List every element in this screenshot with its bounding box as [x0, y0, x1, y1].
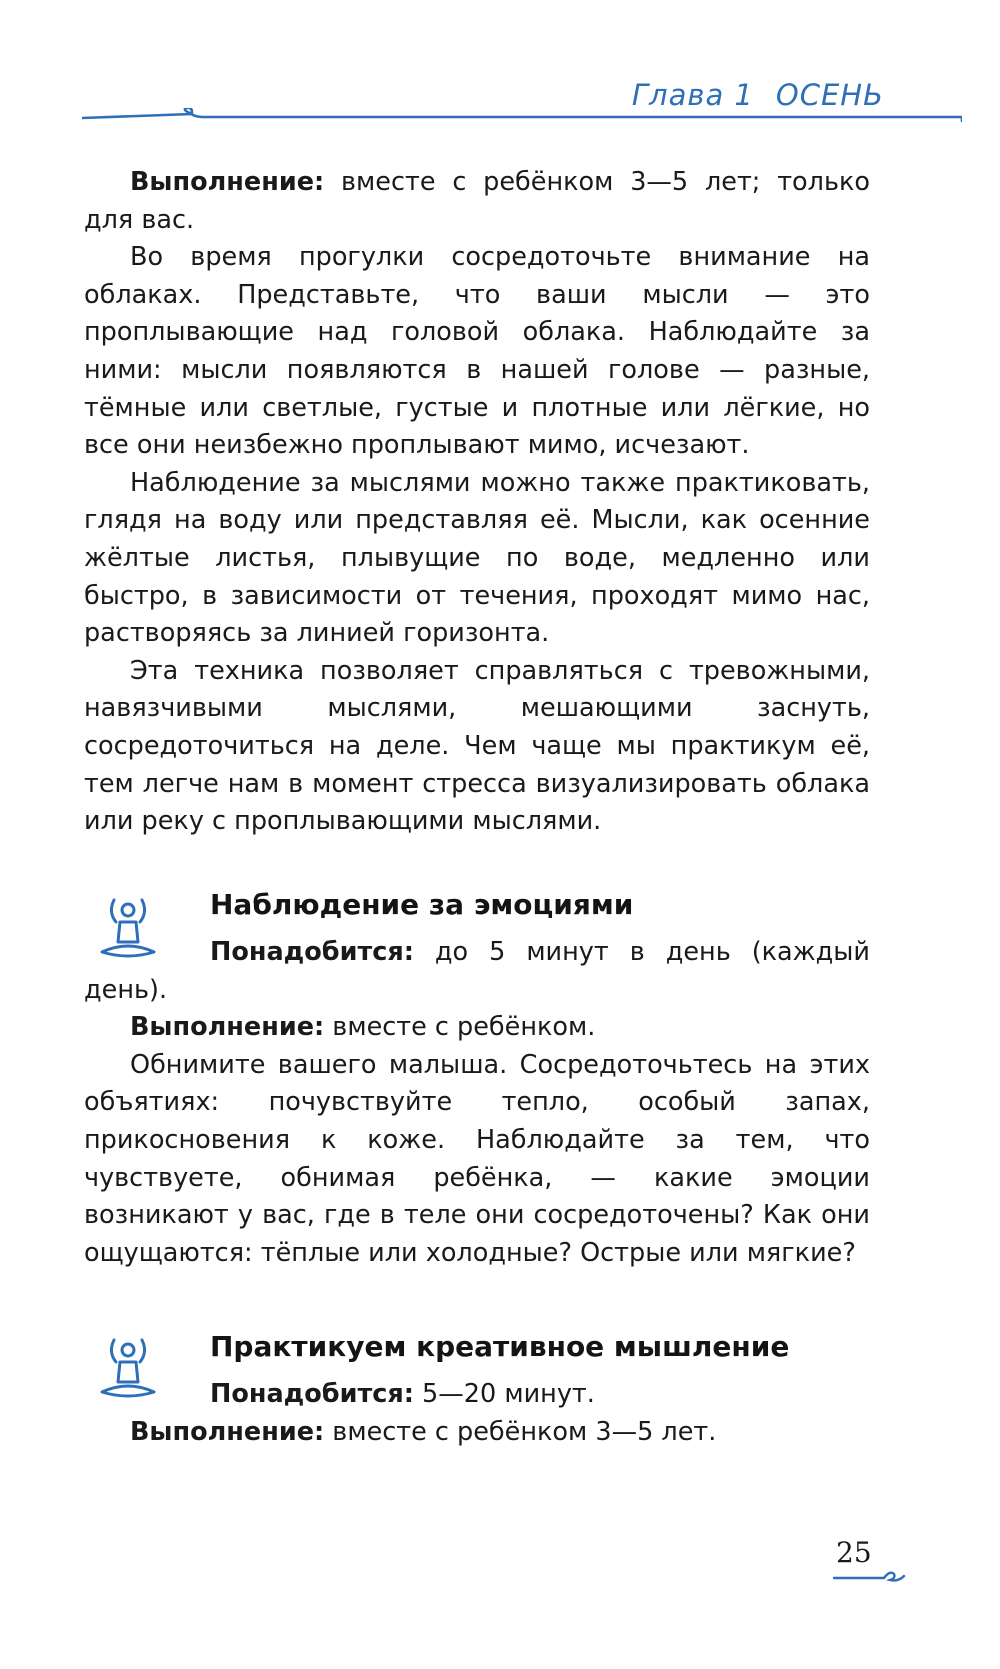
- exec-paragraph: [84, 1009, 870, 1047]
- exec-label: Выполнение:: [130, 1416, 325, 1447]
- exec-text: вместе с ребёнком 3—5 лет; только для вас.: [84, 167, 870, 235]
- need-text: до 5 минут в день (каждый день).: [84, 937, 870, 1005]
- emotions-paragraph: Обнимите вашего малыша. Сосредоточьтесь на этих объятиях: почувствуйте тепло, особый запах, прикосновения к коже. Наблюдайте за тем, что чувствуете, обнимая ребёнка, — какие эмоции возникают у вас, где в теле они сосредоточены? Как они ощущаются: тёплые или холодные? Острые или мягкие?: [84, 1049, 870, 1268]
- intro-paragraph-1: Во время прогулки сосредоточьте внимание на облаках. Представьте, что ваши мысли — это проплывающие над головой облака. Наблюдайте за ними: мысли появляются в нашей голове — разные, тёмные или светлые, густые и плотные или лёгкие, но все они неизбежно проплывают мимо, исчезают.: [84, 242, 870, 461]
- section-title-emotions: Наблюдение за эмоциями: [210, 888, 634, 921]
- need-label: Понадобится:: [210, 1379, 414, 1409]
- exec-text: вместе с ребёнком.: [324, 1012, 596, 1043]
- intro-text: [84, 164, 870, 841]
- exec-label: Выполнение:: [130, 167, 325, 197]
- need-label: Понадобится:: [210, 937, 414, 967]
- need-paragraph: [84, 1376, 870, 1414]
- exec-label: Выполнение:: [130, 1012, 325, 1043]
- need-text: 5—20 минут.: [413, 1379, 595, 1409]
- section-creative-body: [84, 1376, 870, 1451]
- exec-text: вместе с ребёнком 3—5 лет.: [324, 1416, 717, 1447]
- page-number-swash: [832, 1566, 912, 1586]
- running-header: [632, 78, 884, 112]
- exec-paragraph: [84, 1414, 870, 1452]
- header-rule: [82, 108, 962, 138]
- intro-paragraph-2: Наблюдение за мыслями можно также практиковать, глядя на воду или представляя её. Мысли, как осенние жёлтые листья, плывущие по воде, медленно или быстро, в зависимости от течения, проходят мимо нас, растворяясь за линией горизонта.: [84, 467, 870, 649]
- section-title-creative: Практикуем креативное мышление: [210, 1330, 790, 1363]
- section-emotions-body: [84, 934, 870, 1272]
- season-label: ОСЕНЬ: [775, 78, 884, 112]
- page-number: 25: [836, 1536, 872, 1569]
- intro-exec-paragraph: [84, 164, 870, 239]
- chapter-label: Глава 1: [631, 78, 754, 112]
- intro-paragraph-3: Эта техника позволяет справляться с тревожными, навязчивыми мыслями, мешающими заснуть, сосредоточиться на деле. Чем чаще мы практикум её, тем легче нам в момент стресса визуализировать облака или реку с проплывающими мыслями.: [84, 655, 870, 837]
- need-paragraph: [84, 934, 870, 1009]
